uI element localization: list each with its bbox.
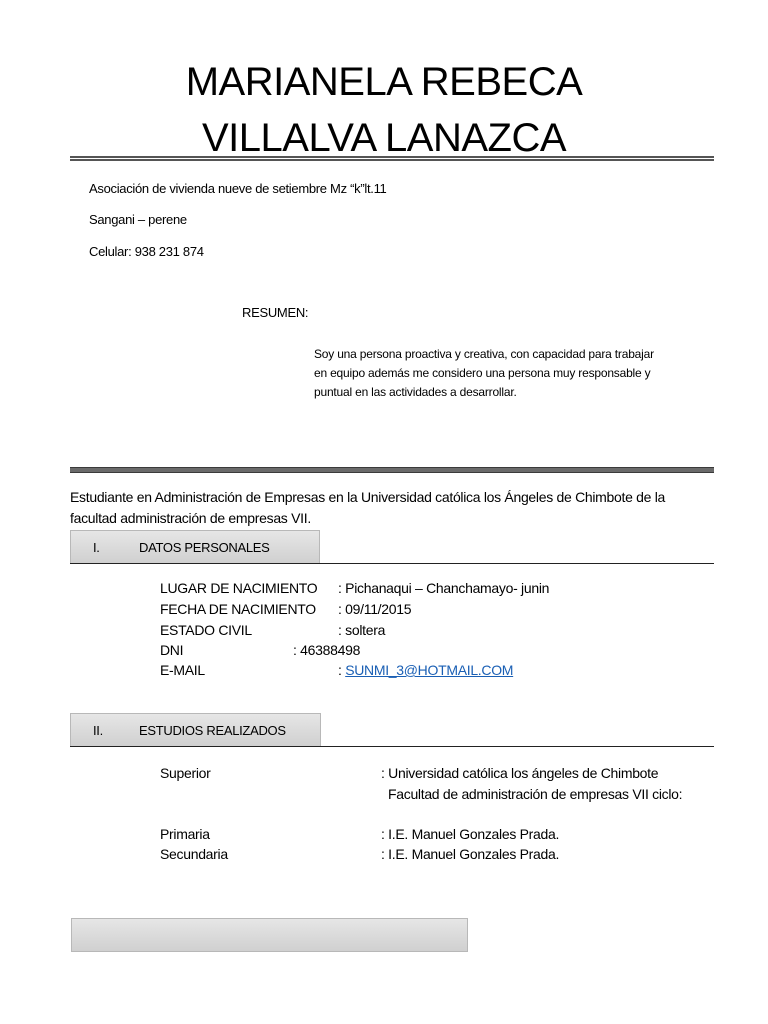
email-link[interactable]: SUNMI_3@HOTMAIL.COM (345, 662, 514, 678)
name-line-1: MARIANELA REBECA (185, 60, 583, 104)
dni-label: DNI (160, 642, 184, 658)
summary-heading: RESUMEN: (242, 305, 309, 320)
secondary-label: Secundaria (160, 846, 228, 862)
contact-phone: Celular: 938 231 874 (89, 244, 204, 259)
summary-line-1: Soy una persona proactiva y creativa, con capacidad para trabajar (314, 347, 654, 361)
section-personal-header (70, 530, 320, 564)
section-studies-rule (70, 746, 714, 747)
primary-label: Primaria (160, 826, 210, 842)
summary-line-3: puntual en las actividades a desarrollar. (314, 385, 517, 399)
summary-divider (70, 467, 714, 473)
birthplace-value: : Pichanaqui – Chanchamayo- junin (338, 580, 550, 596)
superior-value-faculty: Facultad de administración de empresas VII ciclo: (388, 786, 683, 802)
section-title: ESTUDIOS REALIZADOS (139, 723, 286, 738)
section-studies-header (70, 713, 321, 747)
email-label: E-MAIL (160, 662, 205, 678)
birthplace-label: LUGAR DE NACIMIENTO (160, 580, 318, 596)
contact-city: Sangani – perene (89, 212, 187, 227)
birthdate-label: FECHA DE NACIMIENTO (160, 601, 316, 617)
name-line-2: VILLALVA LANAZCA (201, 116, 567, 160)
birthdate-value: : 09/11/2015 (338, 601, 412, 617)
superior-value: : Universidad católica los ángeles de Chimbote (381, 765, 659, 781)
contact-address: Asociación de vivienda nueve de setiembre Mz “k”lt.11 (89, 181, 387, 196)
intro-line-1: Estudiante en Administración de Empresas en la Universidad católica los Ángeles de Chimbote de la (70, 489, 666, 505)
intro-line-2: facultad administración de empresas VII. (70, 510, 311, 526)
civil-status-value: : soltera (338, 622, 386, 638)
section-empty-header (71, 918, 468, 952)
primary-value: : I.E. Manuel Gonzales Prada. (381, 826, 560, 842)
header-divider (70, 156, 714, 161)
dni-value: : 46388498 (293, 642, 361, 658)
secondary-value: : I.E. Manuel Gonzales Prada. (381, 846, 560, 862)
email-value (338, 662, 513, 678)
section-number: I. (93, 540, 100, 555)
section-number: II. (93, 723, 103, 738)
civil-status-label: ESTADO CIVIL (160, 622, 252, 638)
section-personal-rule (70, 563, 714, 564)
section-title: DATOS PERSONALES (139, 540, 270, 555)
summary-line-2: en equipo además me considero una persona muy responsable y (314, 366, 651, 380)
superior-label: Superior (160, 765, 211, 781)
email-prefix: : (338, 662, 346, 678)
